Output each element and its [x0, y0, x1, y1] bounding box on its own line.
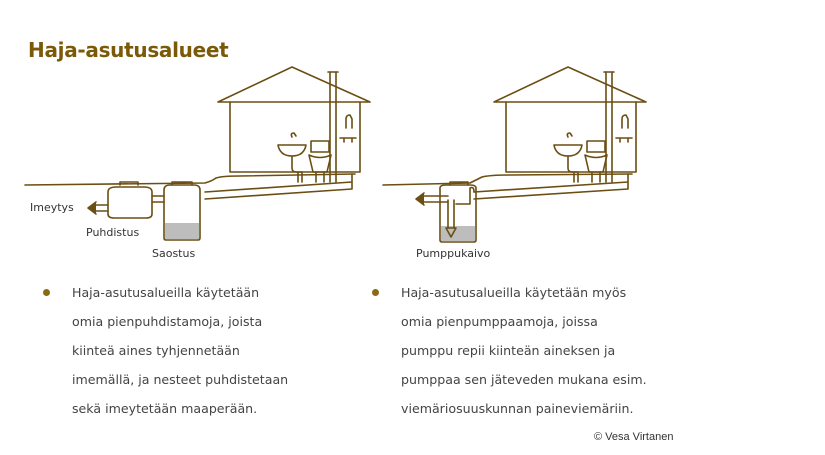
bullet-left-line-2: omia pienpuhdistamoja, joista — [72, 314, 263, 329]
label-imeytys: Imeytys — [30, 201, 74, 214]
copyright: © Vesa Virtanen — [594, 431, 674, 443]
bullet-right-line-4: pumppaa sen jäteveden mukana esim. — [401, 372, 647, 387]
bullet-left — [72, 278, 288, 423]
bullet-right-line-3: pumppu repii kiinteän aineksen ja — [401, 343, 616, 358]
label-saostus: Saostus — [152, 247, 196, 260]
toilet-left — [309, 141, 331, 182]
pump-well — [440, 182, 476, 242]
bullet-right-line-2: omia pienpumppaamoja, joissa — [401, 314, 598, 329]
toilet-right — [585, 141, 607, 182]
bullet-right-line-1: Haja-asutusalueilla käytetään myös — [401, 285, 627, 300]
bullet-left-line-1: Haja-asutusalueilla käytetään — [72, 285, 260, 300]
shower-right — [616, 115, 632, 142]
bullet-dot — [43, 289, 50, 296]
bullet-dot — [372, 289, 379, 296]
purification-tank — [108, 182, 152, 218]
bullet-left-line-5: sekä imeytetään maaperään. — [72, 401, 258, 416]
vent-pipe-right — [604, 72, 614, 182]
label-puhdistus: Puhdistus — [86, 226, 140, 239]
vent-pipe-left — [328, 72, 338, 182]
page-title: Haja-asutusalueet — [28, 38, 229, 62]
label-pumppukaivo: Pumppukaivo — [416, 247, 491, 260]
bullet-right-line-5: viemäriosuuskunnan paineviemäriin. — [401, 401, 634, 416]
bullet-left-line-4: imemällä, ja nesteet puhdistetaan — [72, 372, 289, 387]
bullet-right — [401, 278, 647, 423]
shower-left — [340, 115, 356, 142]
septic-tank — [164, 182, 200, 240]
bullet-left-line-3: kiinteä aines tyhjennetään — [72, 343, 240, 358]
